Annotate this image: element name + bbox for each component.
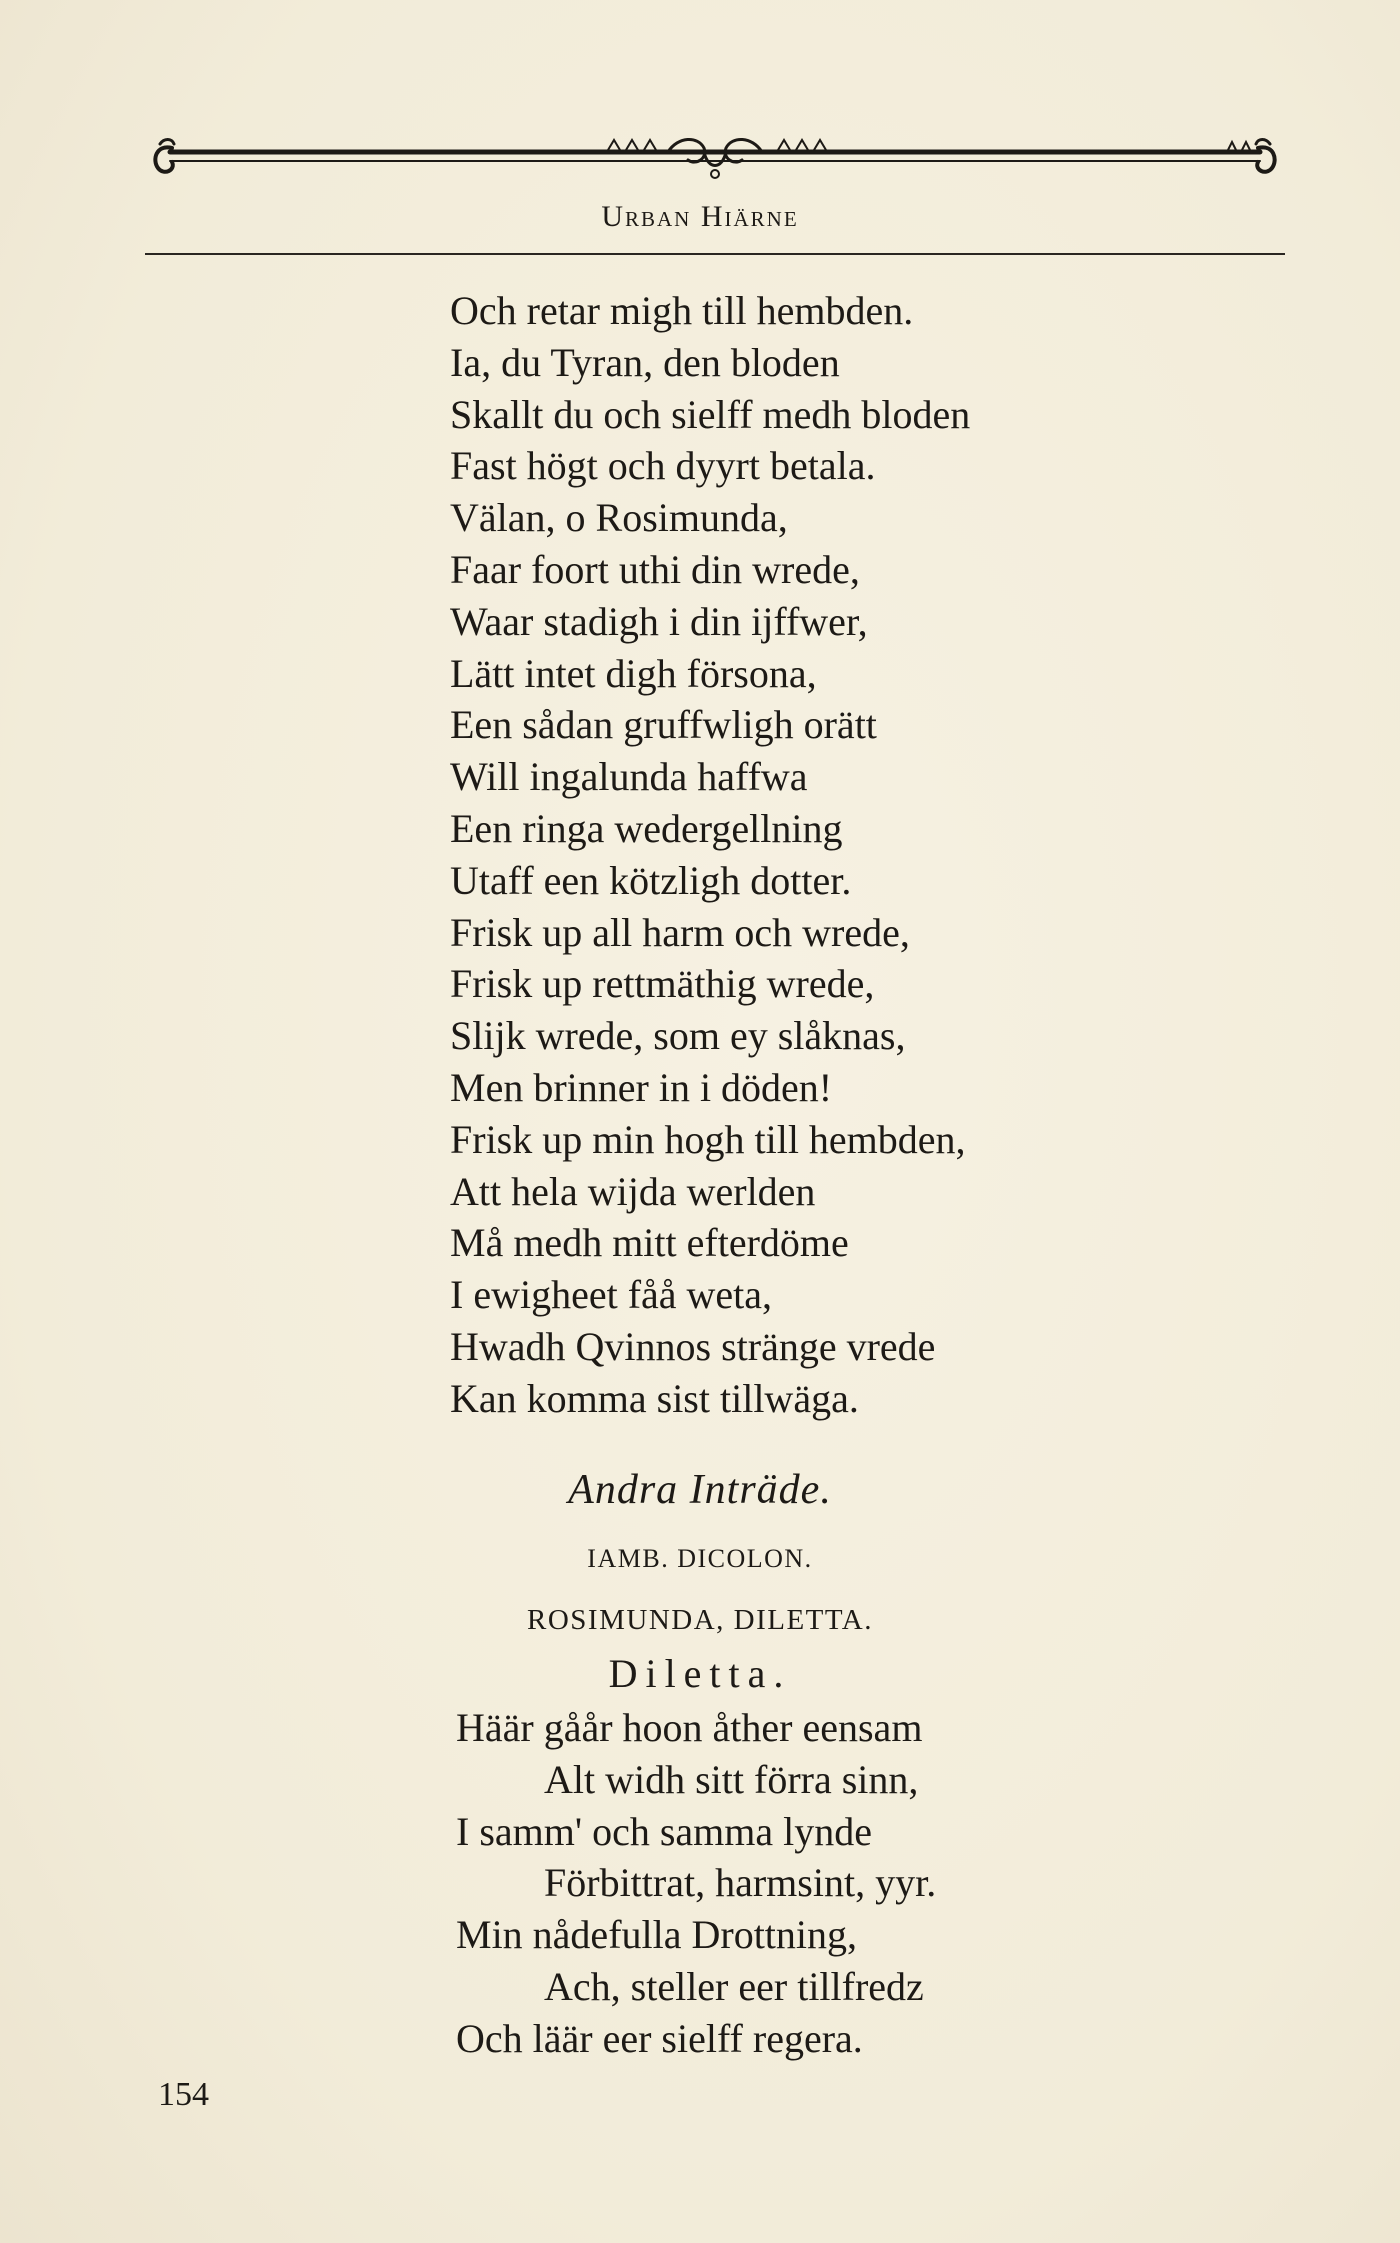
speaker-name: Diletta. (608, 1651, 792, 1696)
page-number: 154 (158, 2076, 209, 2113)
verse-line: Och retar migh till hembden. (450, 288, 914, 333)
verse-line: Må medh mitt efterdöme (450, 1220, 849, 1266)
verse-line: Faar foort uthi din wrede, (450, 546, 860, 592)
speech-block (456, 1702, 936, 2065)
speech-line: Förbittrat, harmsint, yyr. (544, 1860, 937, 1906)
speech-line: Häär gåår hoon åther eensam (456, 1705, 923, 1750)
running-head: Urban Hiärne (601, 200, 799, 233)
ornamental-header-rule (148, 130, 1284, 192)
speech-line: I samm' och samma lynde (456, 1808, 872, 1854)
speech-line: Min nådefulla Drottning, (456, 1912, 858, 1958)
verse-line: Hwadh Qvinnos stränge vrede (450, 1323, 936, 1369)
scene-title: Andra Inträde. (568, 1467, 832, 1513)
verse-line: Frisk up all harm och wrede, (450, 909, 910, 955)
speech-line: Och läär eer sielff regera. (456, 2015, 863, 2061)
verse-line: Att hela wijda werlden (450, 1168, 816, 1214)
meter-label: IAMB. DICOLON. (587, 1544, 813, 1573)
verse-line: Välan, o Rosimunda, (450, 495, 788, 541)
verse-line: Fast högt och dyyrt betala. (450, 443, 876, 489)
verse-line: Utaff een kötzligh dotter. (450, 857, 852, 903)
verse-line: Een ringa wedergellning (450, 805, 843, 851)
speech-line: Alt widh sitt förra sinn, (544, 1756, 919, 1802)
verse-line: Frisk up min hogh till hembden, (450, 1116, 966, 1162)
speech-line: Ach, steller eer tillfredz (544, 1963, 924, 2009)
verse-line: Will ingalunda haffwa (450, 754, 808, 800)
header-divider (145, 253, 1285, 255)
dramatis-personae: ROSIMUNDA, DILETTA. (527, 1604, 873, 1636)
verse-line: Lätt intet digh försona, (450, 650, 817, 696)
verse-line: Men brinner in i döden! (450, 1064, 833, 1110)
verse-line: Frisk up rettmäthig wrede, (450, 961, 875, 1007)
verse-line: Een sådan gruffwligh orätt (450, 702, 877, 748)
verse-line: Kan komma sist tillwäga. (450, 1375, 859, 1421)
verse-line: Ia, du Tyran, den bloden (450, 339, 840, 385)
verse-line: Waar stadigh i din ijffwer, (450, 598, 868, 644)
verse-block (450, 285, 970, 1425)
verse-line: Skallt du och sielff medh bloden (450, 391, 971, 437)
verse-line: Slijk wrede, som ey slåknas, (450, 1013, 906, 1059)
verse-line: I ewigheet fåå weta, (450, 1272, 773, 1318)
